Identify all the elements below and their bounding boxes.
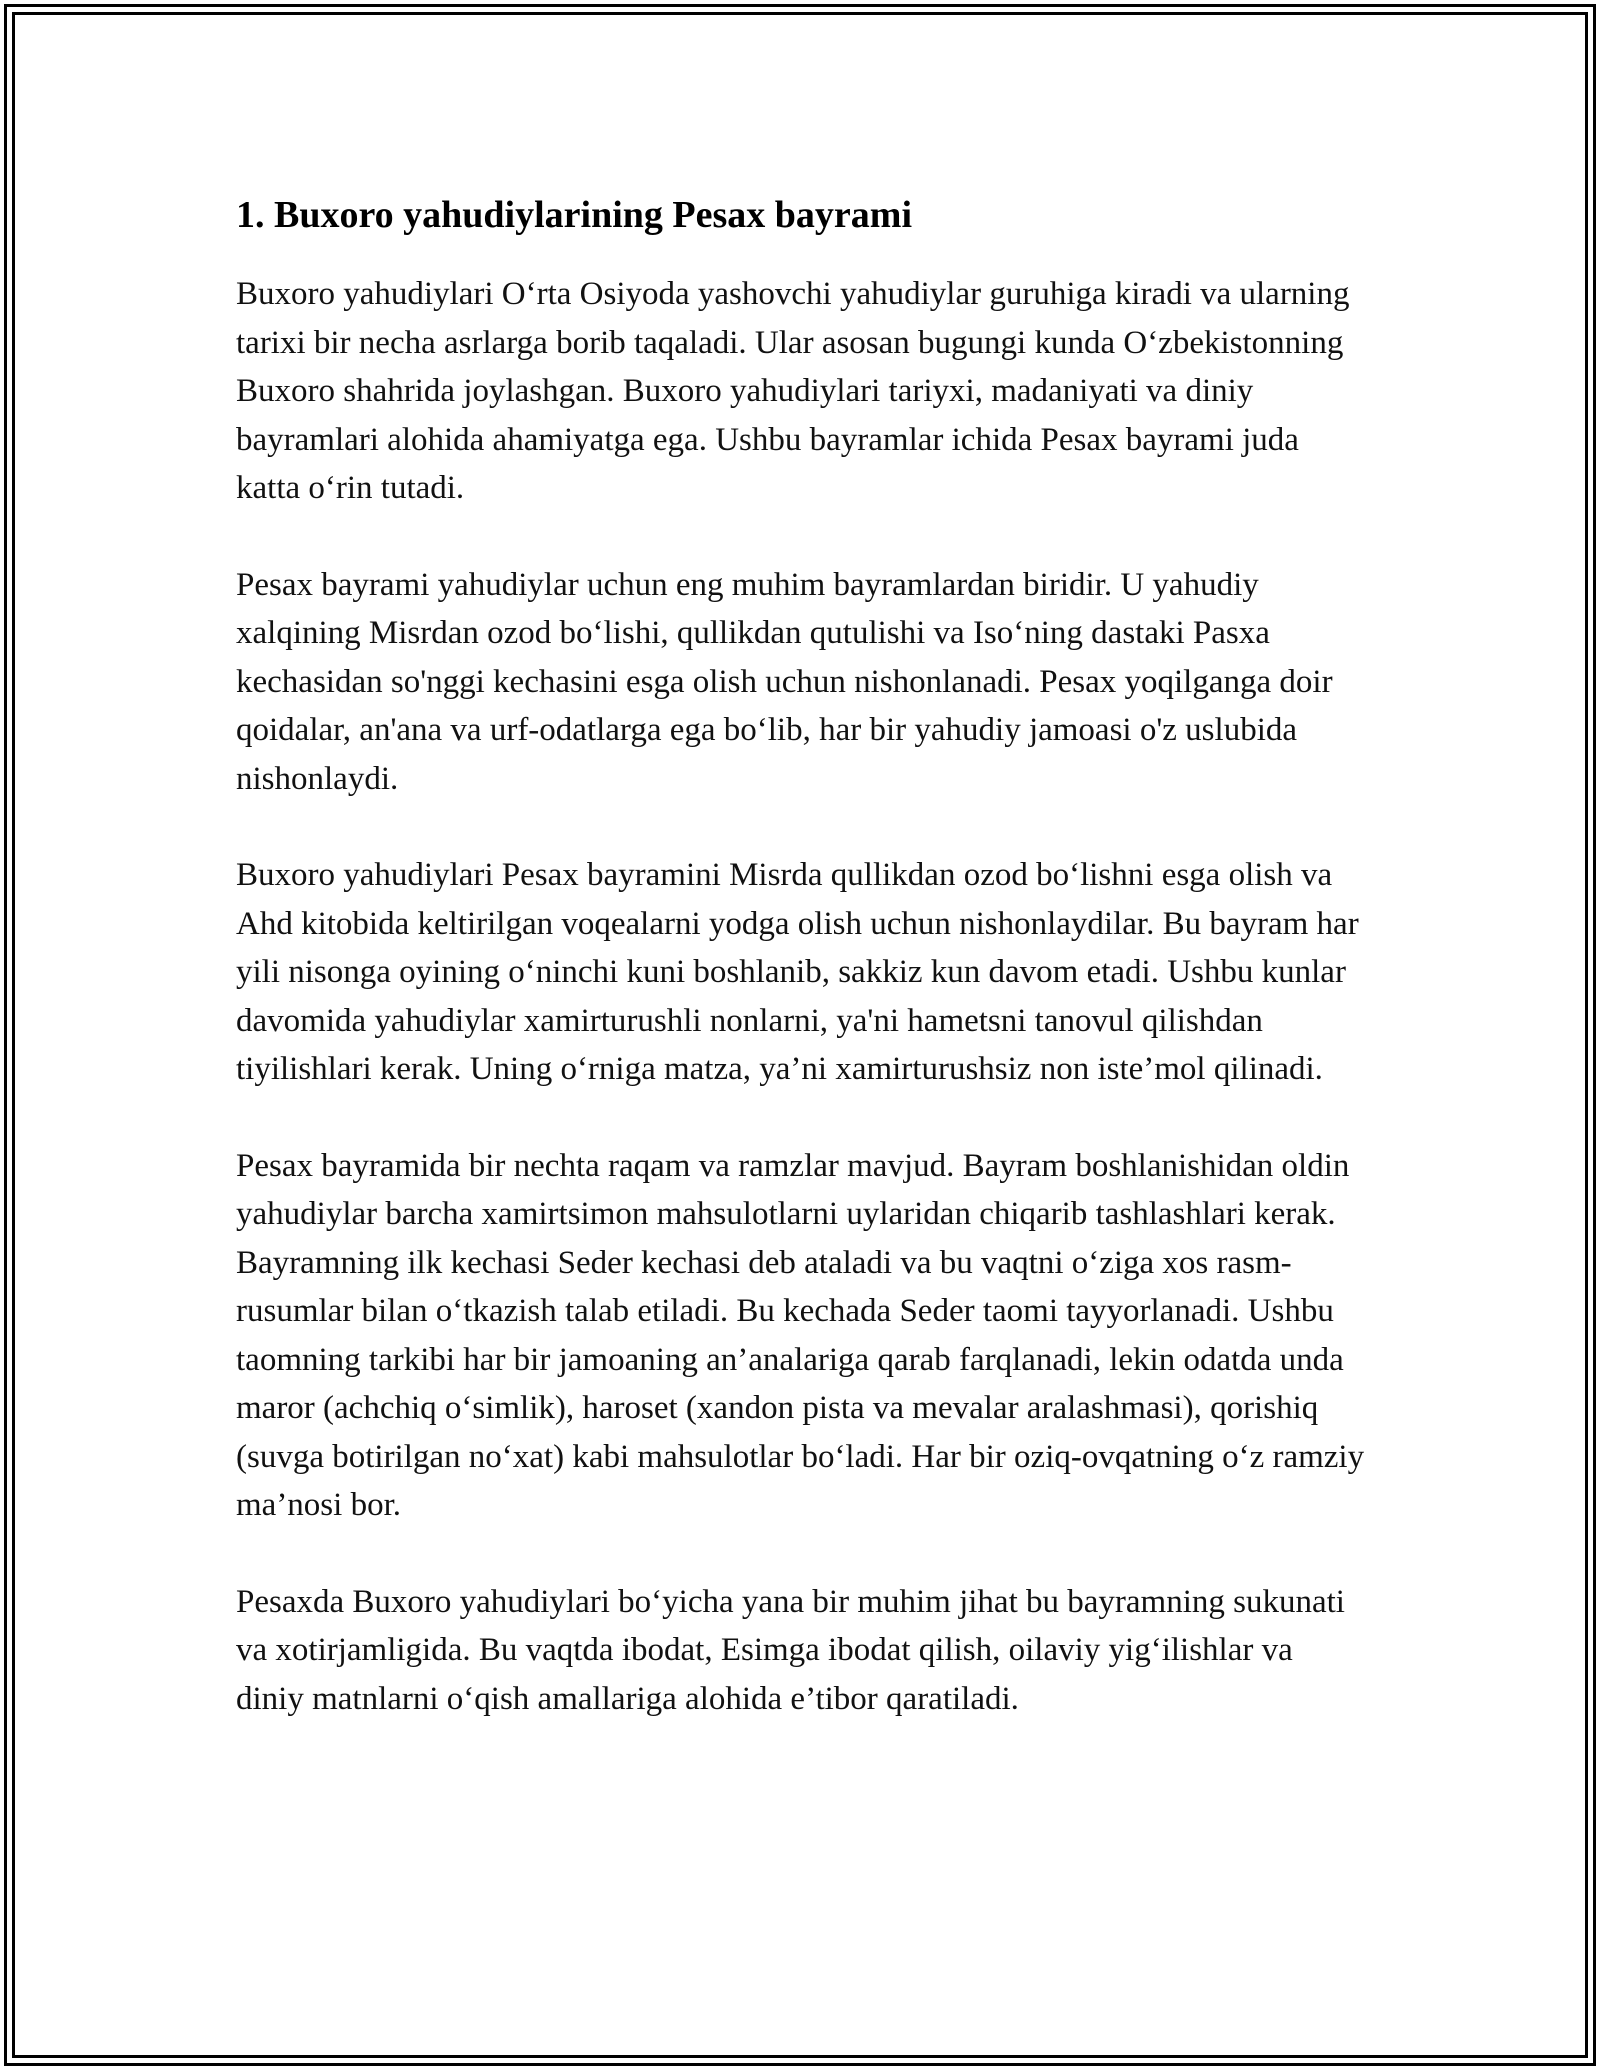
paragraph-5: Pesaxda Buxoro yahudiylari bo‘yicha yana bir muhim jihat bu bayramning sukunati va xotirjamligida. Bu vaqtda ibodat, Esimga ibodat qilish, oilaviy yig‘ilishlar va diniy matnlarni o‘qish amallariga alohida e’tibor qaratiladi. <box>236 1583 1345 1717</box>
document-body <box>236 188 1366 1771</box>
paragraph-2: Pesax bayrami yahudiylar uchun eng muhim bayramlardan biridir. U yahudiy xalqining Misrdan ozod bo‘lishi, qullikdan qutulishi va Iso‘ning dastaki Pasxa kechasidan so'nggi kechasini esga olish uchun nishonlanadi. Pesax yoqilganga doir qoidalar, an'ana va urf-odatlarga ega bo‘lib, har bir yahudiy jamoasi o'z uslubida nishonlaydi. <box>236 566 1333 797</box>
paragraph-1: Buxoro yahudiylari O‘rta Osiyoda yashovchi yahudiylar guruhiga kiradi va ularning tarixi bir necha asrlarga borib taqaladi. Ular asosan bugungi kunda O‘zbekistonning Buxoro shahrida joylashgan. Buxoro yahudiylari tariyxi, madaniyati va diniy bayramlari alohida ahamiyatga ega. Ushbu bayramlar ichida Pesax bayrami juda katta o‘rin tutadi. <box>236 276 1350 506</box>
document-heading: 1. Buxoro yahudiylarining Pesax bayrami <box>236 194 913 236</box>
paragraph-3: Buxoro yahudiylari Pesax bayramini Misrda qullikdan ozod bo‘lishni esga olish va Ahd kitobida keltirilgan voqealarni yodga olish uchun nishonlaydilar. Bu bayram har yili nisonga oyining o‘ninchi kuni boshlanib, sakkiz kun davom etadi. Ushbu kunlar davomida yahudiylar xamirturushli nonlarni, ya'ni hametsni tanovul qilishdan tiyilishlari kerak. Uning o‘rniga matza, ya’ni xamirturushsiz non iste’mol qilinadi. <box>236 857 1359 1087</box>
paragraph-4: Pesax bayramida bir nechta raqam va ramzlar mavjud. Bayram boshlanishidan oldin yahudiylar barcha xamirtsimon mahsulotlarni uylaridan chiqarib tashlashlari kerak. Bayramning ilk kechasi Seder kechasi deb ataladi va bu vaqtni o‘ziga xos rasm-rusumlar bilan o‘tkazish talab etiladi. Bu kechada Seder taomi tayyorlanadi. Ushbu taomning tarkibi har bir jamoaning an’analariga qarab farqlanadi, lekin odatda unda maror (achchiq o‘simlik), haroset (xandon pista va mevalar aralashmasi), qorishiq (suvga botirilgan no‘xat) kabi mahsulotlar bo‘ladi. Har bir oziq-ovqatning o‘z ramziy ma’nosi bor. <box>236 1147 1365 1523</box>
